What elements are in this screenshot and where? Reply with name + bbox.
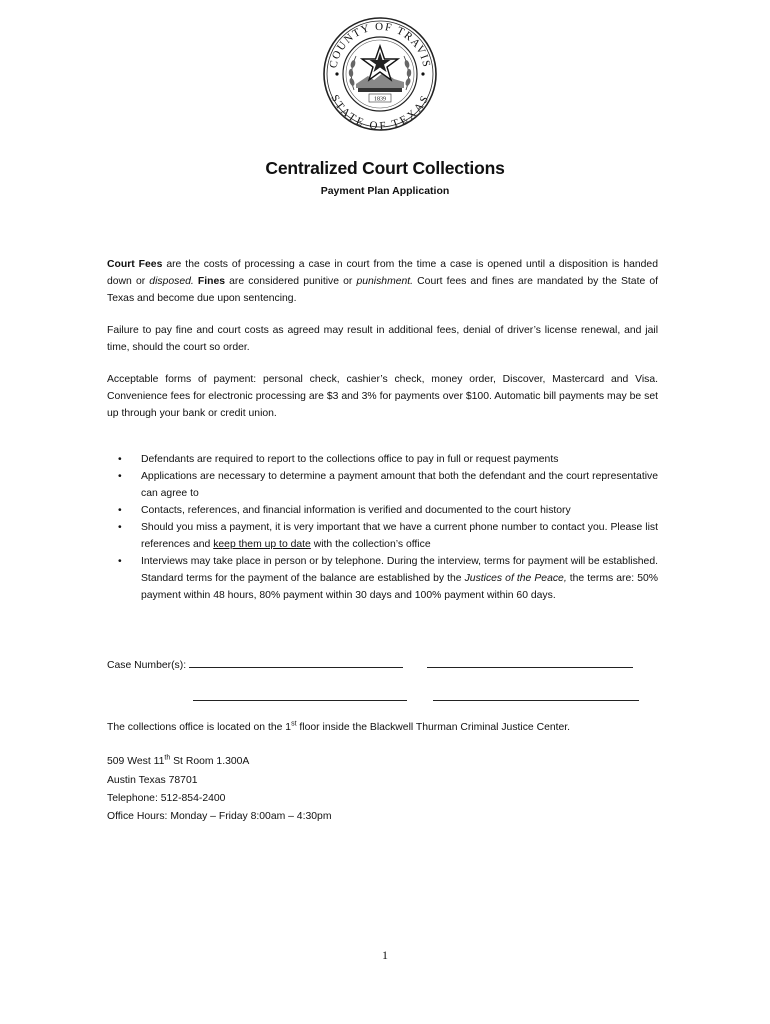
case-number-field-1[interactable] bbox=[189, 656, 403, 668]
list-item: • Should you miss a payment, it is very important that we have a current phone number to contact you. Please list references and keep them up to date with the collection’s office bbox=[107, 519, 658, 553]
case-number-field-2[interactable] bbox=[427, 656, 633, 668]
list-item: • Defendants are required to report to the collections office to pay in full or request payments bbox=[107, 451, 658, 468]
case-number-label: Case Number(s): bbox=[107, 660, 189, 671]
list-item: • Contacts, references, and financial information is verified and documented to the court history bbox=[107, 502, 658, 519]
payment-paragraph: Acceptable forms of payment: personal check, cashier’s check, money order, Discover, Mastercard and Visa. Convenience fees for electronic processing are $3 and 3% for payments over $100. Automatic bill payments may be set up through your bank or credit union. bbox=[107, 374, 658, 419]
location-line: The collections office is located on the 1st floor inside the Blackwell Thurman Criminal Justice Center. bbox=[107, 720, 571, 733]
failure-paragraph: Failure to pay fine and court costs as agreed may result in additional fees, denial of driver’s license renewal, and jail time, should the court so order. bbox=[107, 325, 658, 353]
telephone: Telephone: 512-854-2400 bbox=[107, 793, 226, 804]
page-title: Centralized Court Collections bbox=[265, 158, 505, 178]
case-number-field-4[interactable] bbox=[433, 689, 639, 701]
office-hours: Office Hours: Monday – Friday 8:00am – 4:30pm bbox=[107, 811, 332, 822]
address-street: 509 West 11th St Room 1.300A bbox=[107, 754, 250, 767]
term-fines: Fines bbox=[197, 276, 226, 287]
address-city: Austin Texas 78701 bbox=[107, 775, 198, 786]
list-item: • Applications are necessary to determine a payment amount that both the defendant and the court representative can agree to bbox=[107, 468, 658, 502]
county-seal-icon bbox=[322, 16, 438, 132]
bullet-icon: • bbox=[118, 471, 122, 482]
requirements-list bbox=[107, 451, 658, 604]
bullet-icon: • bbox=[118, 505, 122, 516]
page-number: 1 bbox=[382, 948, 388, 962]
case-number-row-2 bbox=[193, 689, 639, 707]
term-court-fees: Court Fees bbox=[107, 259, 163, 270]
page-subtitle: Payment Plan Application bbox=[320, 185, 450, 197]
case-number-field-3[interactable] bbox=[193, 689, 407, 701]
seal-year: 1839 bbox=[374, 96, 386, 103]
intro-paragraph: Court Fees are the costs of processing a case in court from the time a case is opened until a disposition is handed down or disposed. Fines are considered punitive or punishment. Court fees and fines are mandated by the State of Texas and become due upon sentencing. bbox=[107, 259, 659, 304]
list-item: • Interviews may take place in person or by telephone. During the interview, terms for payment will be established. Standard terms for the payment of the balance are established by the Justices of the Peace, the terms are: 50% payment within 48 hours, 80% payment within 30 days and 100% payment within 60 days. bbox=[107, 553, 658, 604]
bullet-icon: • bbox=[118, 454, 122, 465]
bullet-icon: • bbox=[118, 556, 122, 567]
seal-bottom-text: STATE OF TEXAS bbox=[328, 92, 432, 132]
bullet-icon: • bbox=[118, 522, 122, 533]
seal-top-text: COUNTY OF TRAVIS bbox=[327, 20, 433, 70]
case-number-row-1 bbox=[107, 656, 633, 674]
